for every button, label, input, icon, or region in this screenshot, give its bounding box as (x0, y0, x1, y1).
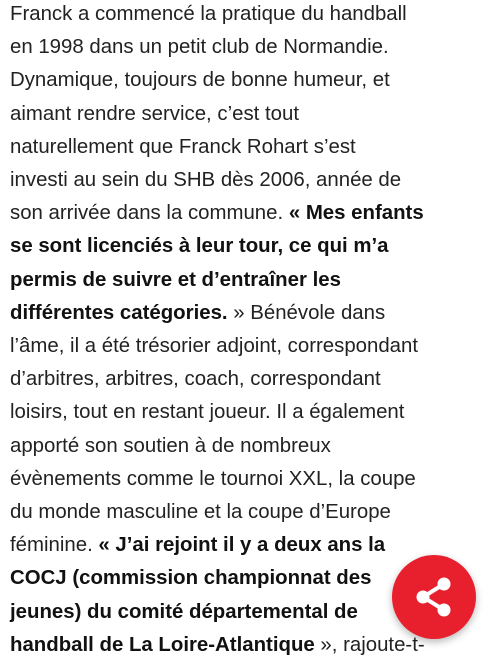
bold-quote-text: se sont licenciés à leur tour, ce qui m’a (10, 235, 389, 258)
article-line (10, 197, 484, 230)
article-line (10, 496, 484, 529)
article-line (10, 31, 484, 64)
article-line (10, 131, 484, 164)
article-line (10, 64, 484, 97)
bold-quote-text: COCJ (commission championnat des (10, 567, 372, 590)
article-text: investi au sein du SHB dès 2006, année de (10, 169, 402, 192)
article-text: du monde masculine et la coupe d’Europe (10, 501, 391, 524)
article-text: loisirs, tout en restant joueur. Il a également (10, 401, 405, 424)
article-line (10, 297, 484, 330)
article-text: évènements comme le tournoi XXL, la coupe (10, 467, 416, 490)
article-text: d’arbitres, arbitres, coach, correspondant (10, 368, 381, 391)
article-text: Franck a commencé la pratique du handball (10, 3, 407, 25)
article-text: aimant rendre service, c’est tout (10, 102, 299, 125)
article-text: », rajoute-t- (314, 633, 425, 656)
article-line (10, 430, 484, 463)
article-line (10, 230, 484, 263)
bold-quote-text: jeunes) du comité départemental de (10, 600, 358, 623)
article-line (10, 0, 484, 31)
article-text: l’âme, il a été trésorier adjoint, correspondant (10, 335, 419, 358)
article-line (10, 164, 484, 197)
article-text: naturellement que Franck Rohart s’est (10, 135, 356, 158)
article-line (10, 264, 484, 297)
article-line (10, 463, 484, 496)
article-line (10, 330, 484, 363)
bold-quote-text: handball de La Loire-Atlantique (10, 633, 315, 656)
bold-quote-text: différentes catégories. (10, 301, 228, 324)
article-line (10, 529, 484, 562)
article-text: son arrivée dans la commune. (10, 202, 289, 225)
bold-quote-text: permis de suivre et d’entraîner les (10, 268, 341, 291)
article-line (10, 396, 484, 429)
bold-quote-text: « Mes enfants (288, 202, 424, 225)
article-text: féminine. (10, 534, 99, 557)
article-line (10, 363, 484, 396)
share-icon (411, 574, 457, 620)
share-button[interactable] (392, 555, 476, 639)
article-line (10, 98, 484, 131)
article-text: en 1998 dans un petit club de Normandie. (10, 36, 389, 59)
article-text: » Bénévole dans (227, 301, 386, 324)
bold-quote-text: « J’ai rejoint il y a deux ans la (98, 534, 386, 557)
article-text: apporté son soutien à de nombreux (10, 434, 331, 457)
article-text: Dynamique, toujours de bonne humeur, et (10, 69, 390, 92)
